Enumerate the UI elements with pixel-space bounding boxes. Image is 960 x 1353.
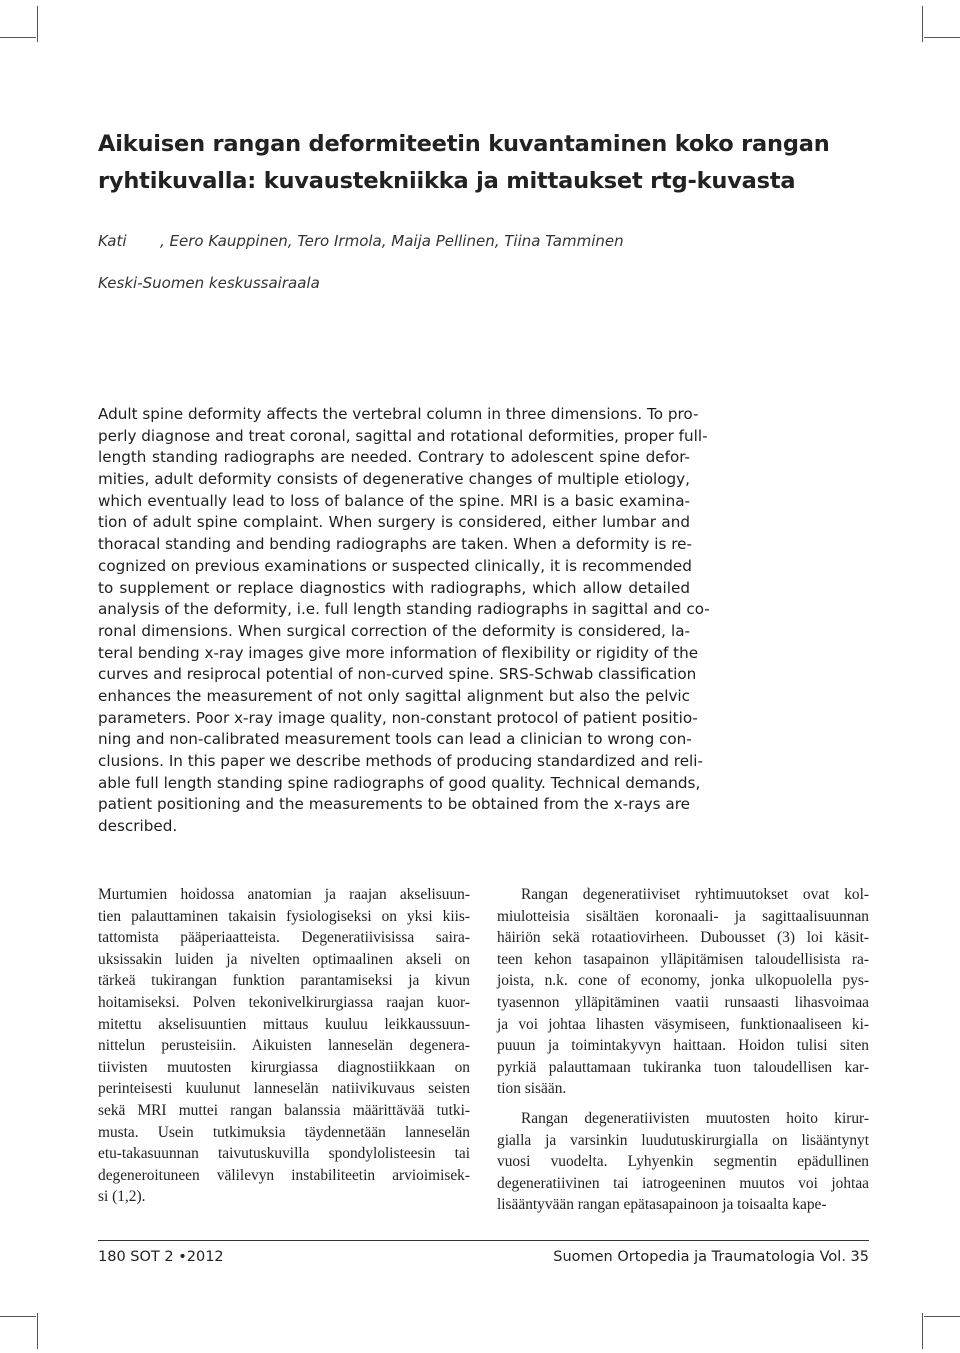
body-text-line: degeneroituneen välilevyn instabiliteetin arvioimisek- (98, 1166, 470, 1184)
crop-mark (924, 1316, 960, 1317)
abstract-line: perly diagnose and treat coronal, sagittal and rotational deformities, proper full- (98, 426, 708, 445)
body-text-line: Rangan degeneratiivisten muutosten hoito kirur- (521, 1109, 869, 1127)
body-text-line: uksissakin luiden ja nivelten optimaalinen akseli on (98, 950, 470, 968)
crop-mark (0, 1316, 36, 1317)
body-text-line: etu-takasuunnan taivutuskuvilla spondylolisteesin tai (98, 1145, 470, 1163)
abstract-line: analysis of the deformity, i.e. full length standing radiographs in sagittal and co- (98, 600, 710, 619)
crop-mark (922, 6, 923, 42)
abstract-line: cognized on previous examinations or suspected clinically, it is recommended (98, 556, 692, 575)
abstract-line: length standing radiographs are needed. Contrary to adolescent spine defor- (98, 448, 690, 467)
article-title (98, 126, 878, 200)
body-text-line: vuosi vuodelta. Lyhyenkin segmentin epädullinen (497, 1153, 869, 1171)
title-line: ryhtikuvalla: kuvaustekniikka ja mittaukset rtg-kuvasta (98, 168, 796, 194)
body-text-line: ja voi johtaa lihasten väsymiseen, funktionaaliseen ki- (497, 1015, 869, 1033)
body-text-line: Rangan degeneratiiviset ryhtimuutokset ovat kol- (521, 886, 869, 903)
body-text-line: lisääntyvään rangan epätasapainoon ja toisaalta kape- (497, 1196, 827, 1214)
body-text-line: perinteisesti kuulunut lanneselän natiivikuvaus seisten (98, 1080, 470, 1098)
body-text-line: tattomista pääperiaatteista. Degeneratiivisissa saira- (98, 929, 470, 947)
co-authors: , Eero Kauppinen, Tero Irmola, Maija Pellinen, Tiina Tamminen (160, 232, 624, 250)
abstract-line: able full length standing spine radiographs of good quality. Technical demands, (98, 773, 701, 792)
body-text-line: tiivisten muutosten kirurgiassa diagnostiikkaan on (98, 1058, 470, 1076)
body-text-line: musta. Usein tutkimuksia täydennetään lanneselän (98, 1123, 470, 1141)
body-text-line: degeneratiivinen tai iatrogeeninen muutos voi johtaa (497, 1174, 869, 1192)
crop-mark (37, 1313, 38, 1349)
title-line: Aikuisen rangan deformiteetin kuvantaminen koko rangan (98, 131, 830, 157)
body-column-right (497, 884, 869, 1216)
body-text-line: tion sisään. (497, 1080, 567, 1098)
body-text-line: tien palauttaminen takaisin fysiologiseksi on yksi kiis- (98, 907, 470, 925)
body-text-line: sekä MRI muttei rangan balanssia määrittävää tutki- (98, 1101, 470, 1119)
abstract-line: ning and non-calibrated measurement tools can lead a clinician to wrong con- (98, 730, 692, 749)
body-text-line: Murtumien hoidossa anatomian ja raajan akselisuun- (98, 886, 470, 903)
crop-mark (37, 6, 38, 42)
abstract-line: curves and resiprocal potential of non-curved spine. SRS-Schwab classification (98, 665, 697, 684)
body-text-line: puuun ja toimintakyvyn haittaan. Hoidon tulisi siten (497, 1037, 869, 1055)
abstract-line: clusions. In this paper we describe methods of producing standardized and reli- (98, 752, 703, 770)
crop-mark (922, 1313, 923, 1349)
abstract-line: described. (98, 817, 178, 836)
body-text-line: teen kehon tasapainon ylläpitämisen taloudellisista ra- (497, 950, 869, 968)
body-text-line: nittelun perusteisiin. Aikuisten lanneselän degenera- (98, 1037, 470, 1055)
footer-rule (98, 1240, 869, 1241)
body-text-line: mitettu akselisuuntien mittaus kuuluu leikkaussuun- (98, 1015, 470, 1033)
crop-mark (0, 37, 36, 38)
body-text-line: miulotteisia sisältäen koronaali- ja sagittaalisuunnan (497, 907, 869, 925)
abstract-line: patient positioning and the measurements to be obtained from the x-rays are (98, 795, 690, 814)
footer-page-info: 180 SOT 2 •2012 (98, 1249, 224, 1265)
body-text-line: tärkeä tukirangan funktion parantamiseksi ja kivun (98, 972, 470, 990)
abstract-line: parameters. Poor x-ray image quality, non-constant protocol of patient positio- (98, 708, 698, 727)
abstract-line: teral bending x-ray images give more information of flexibility or rigidity of the (98, 643, 699, 662)
abstract-line: thoracal standing and bending radiographs are taken. When a deformity is re- (98, 535, 692, 554)
abstract-line: Adult spine deformity affects the vertebral column in three dimensions. To pro- (98, 405, 699, 423)
abstract (98, 404, 710, 838)
body-text-line: tyasennon ylläpitäminen vaatii runsaasti lihasvoimaa (497, 993, 869, 1011)
body-column-left (98, 884, 470, 1208)
abstract-line: mities, adult deformity consists of degenerative changes of multiple etiology, (98, 470, 690, 489)
body-text-line: hoitamiseksi. Polven tekonivelkirurgiassa raajan kuor- (98, 993, 470, 1011)
body-text-line: si (1,2). (98, 1188, 146, 1206)
abstract-line: ronal dimensions. When surgical correction of the deformity is considered, la- (98, 621, 690, 640)
abstract-line: which eventually lead to loss of balance of the spine. MRI is a basic examina- (98, 491, 690, 510)
body-text-line: pyrkiä palauttamaan tukiranka tuon taloudellisen kar- (497, 1058, 869, 1076)
body-text-line: häiriön sekä rotaatiovirheen. Dubousset (3) loi käsit- (497, 929, 869, 947)
affiliation: Keski-Suomen keskussairaala (98, 274, 320, 292)
abstract-line: tion of adult spine complaint. When surgery is considered, either lumbar and (98, 513, 690, 532)
abstract-line: to supplement or replace diagnostics with radiographs, which allow detailed (98, 578, 690, 597)
first-author: Kati (98, 232, 127, 250)
body-text-line: joista, n.k. cone of economy, jonka ulkopuolella pys- (497, 972, 869, 990)
abstract-line: enhances the measurement of not only sagittal alignment but also the pelvic (98, 686, 690, 705)
footer-journal-name: Suomen Ortopedia ja Traumatologia Vol. 35 (553, 1249, 869, 1265)
crop-mark (924, 37, 960, 38)
body-text-line: gialla ja varsinkin luudutuskirurgialla on lisääntynyt (497, 1131, 869, 1149)
author-list (98, 232, 624, 250)
